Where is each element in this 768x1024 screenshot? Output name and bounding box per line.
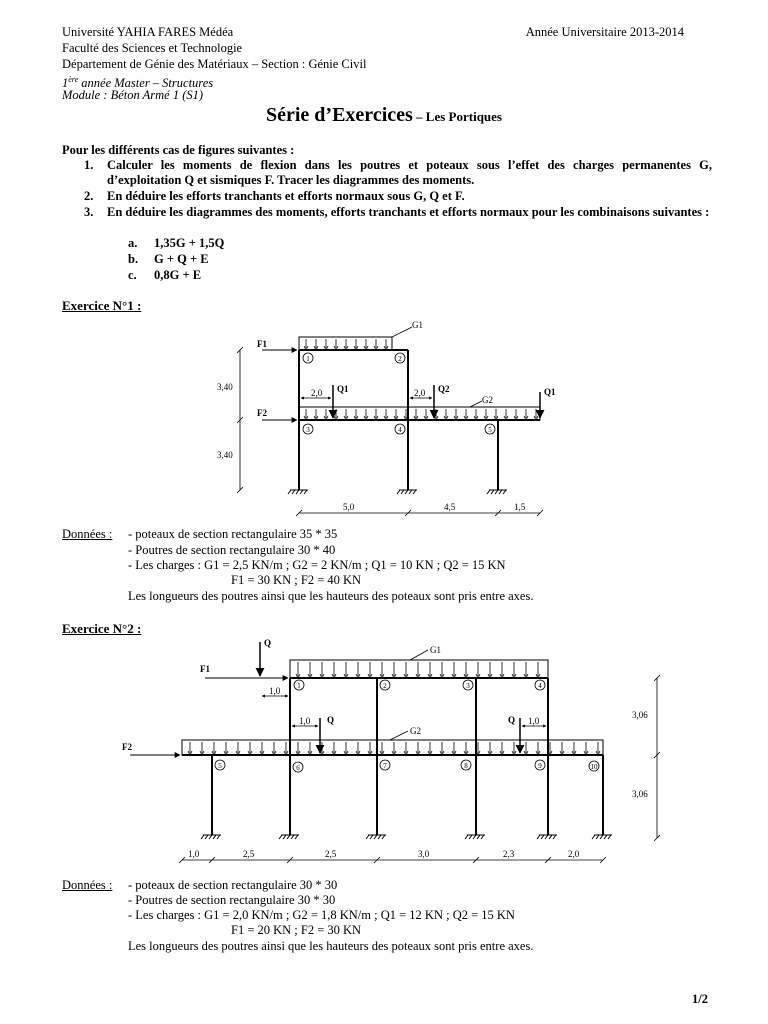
- g1-load-label: G1: [430, 645, 441, 655]
- combination-label: c.: [128, 268, 137, 282]
- task-text: En déduire les diagrammes des moments, efforts tranchants et efforts normaux pour les combinaisons suivantes :: [107, 205, 710, 219]
- span-label: 2,5: [325, 849, 337, 859]
- height-label: 3,40: [217, 382, 233, 392]
- exercise2-title: Exercice N°2 :: [62, 621, 142, 636]
- height-label: 3,06: [632, 789, 648, 799]
- node-number: 3: [306, 426, 310, 434]
- title-sub: – Les Portiques: [412, 109, 502, 124]
- node-number: 8: [464, 762, 468, 770]
- academic-year: Année Universitaire 2013-2014: [525, 25, 684, 39]
- q-load-label: Q: [508, 715, 516, 725]
- module: Module : Béton Armé 1 (S1): [62, 88, 204, 102]
- q-load-label: Q: [327, 715, 335, 725]
- q2-load-label: Q2: [438, 384, 450, 394]
- exercise2-data-label: [62, 878, 112, 893]
- span-label: 5,0: [343, 502, 355, 512]
- q-load-label: Q: [264, 638, 272, 648]
- task-number: 2.: [84, 189, 94, 203]
- task-text: En déduire les efforts tranchants et efforts normaux sous G, Q et F.: [107, 189, 465, 203]
- data-line: - Les charges : G1 = 2,5 KN/m ; G2 = 2 KN/m ; Q1 = 10 KN ; Q2 = 15 KN: [128, 558, 506, 572]
- level-pre: 1: [62, 76, 69, 91]
- data-line: - Poutres de section rectangulaire 30 * 30: [128, 893, 336, 907]
- data-line: - Les charges : G1 = 2,0 KN/m ; G2 = 1,8 KN/m ; Q1 = 12 KN ; Q2 = 15 KN: [128, 908, 515, 922]
- frame2-structure: [182, 660, 612, 839]
- title-main: Série d’Exercices: [266, 104, 413, 126]
- data-line: - poteaux de section rectangulaire 30 * 30: [128, 878, 338, 892]
- node-number: 5: [488, 426, 492, 434]
- intro-text: Pour les différents cas de figures suivantes :: [62, 143, 295, 157]
- f1-force-label: F1: [257, 339, 267, 349]
- f2-force-label: F2: [257, 408, 267, 418]
- f2-force-label: F2: [122, 742, 132, 752]
- task-number: 3.: [84, 205, 94, 219]
- node-number: 9: [538, 762, 542, 770]
- span-label: 1,5: [514, 502, 526, 512]
- department: Département de Génie des Matériaux – Section : Génie Civil: [62, 57, 367, 71]
- exercise1-title: Exercice N°1 :: [62, 298, 142, 313]
- q1-load-label: Q1: [337, 384, 349, 394]
- span-label: 3,0: [418, 849, 430, 859]
- dist-label: 1,0: [269, 686, 281, 696]
- height-label: 3,40: [217, 450, 233, 460]
- g1-load-label: G1: [412, 320, 423, 330]
- data-label-text: Données :: [62, 878, 113, 892]
- combination-label: b.: [128, 252, 139, 266]
- task-text: Calculer les moments de flexion dans les poutres et poteaux sous l’effet des charges permanentes G, d’exploitation Q et sismiques F. Tracer les diagrammes des moments.: [107, 158, 712, 187]
- level-post: année Master – Structures: [78, 76, 214, 91]
- combination-label: a.: [128, 236, 138, 250]
- data-label-text: Données :: [62, 527, 113, 541]
- span-label: 4,5: [444, 502, 456, 512]
- data-line: Les longueurs des poutres ainsi que les hauteurs des poteaux sont pris entre axes.: [128, 939, 534, 953]
- node-number: 1: [306, 355, 310, 363]
- combination-text: G + Q + E: [154, 252, 209, 266]
- data-line: Les longueurs des poutres ainsi que les hauteurs des poteaux sont pris entre axes.: [128, 589, 534, 603]
- span-label: 2,0: [568, 849, 580, 859]
- dist-label: 2,0: [414, 388, 426, 398]
- data-line: F1 = 30 KN ; F2 = 40 KN: [231, 573, 362, 587]
- node-number: 4: [538, 682, 542, 690]
- node-number: 4: [398, 426, 402, 434]
- g2-load-label: G2: [482, 395, 493, 405]
- data-line: - Poutres de section rectangulaire 30 * 40: [128, 543, 336, 557]
- node-number: 1: [297, 682, 301, 690]
- node-number: 7: [383, 762, 387, 770]
- task-number: 1.: [84, 158, 94, 172]
- f1-force-label: F1: [200, 664, 210, 674]
- data-line: F1 = 20 KN ; F2 = 30 KN: [231, 923, 362, 937]
- frame2-load-arrows: [188, 662, 600, 755]
- g2-load-label: G2: [410, 726, 421, 736]
- node-number: 2: [383, 682, 387, 690]
- faculty: Faculté des Sciences et Technologie: [62, 41, 243, 55]
- node-number: 3: [466, 682, 470, 690]
- height-label: 3,06: [632, 710, 648, 720]
- dist-label: 2,0: [311, 388, 323, 398]
- dist-label: 1,0: [528, 716, 540, 726]
- university-name: Université YAHIA FARES Médéa: [62, 25, 234, 39]
- node-number: 5: [218, 762, 222, 770]
- data-line: - poteaux de section rectangulaire 35 * 35: [128, 527, 338, 541]
- node-number: 6: [296, 764, 300, 772]
- span-label: 1,0: [188, 849, 200, 859]
- node-number: 2: [398, 355, 402, 363]
- q1-end-load-label: Q1: [544, 387, 556, 397]
- span-label: 2,5: [243, 849, 255, 859]
- dist-label: 1,0: [299, 716, 311, 726]
- level-sup: ère: [68, 75, 79, 84]
- combination-text: 0,8G + E: [154, 268, 202, 282]
- span-label: 2,3: [503, 849, 515, 859]
- frame2-labels: [122, 638, 648, 859]
- node-number: 10: [590, 763, 598, 771]
- combination-text: 1,35G + 1,5Q: [154, 236, 225, 250]
- page-number: 1/2: [692, 992, 708, 1006]
